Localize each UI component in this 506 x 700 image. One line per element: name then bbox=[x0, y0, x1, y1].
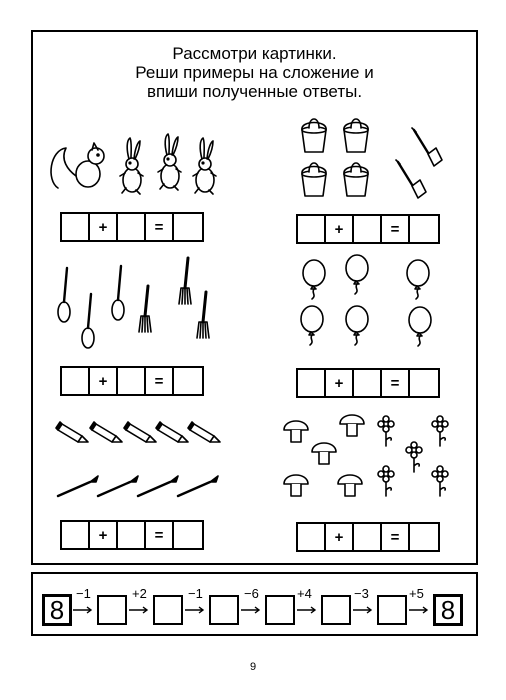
equals-sign: = bbox=[382, 370, 410, 396]
bucket-icon bbox=[302, 119, 326, 152]
equation-row-2 bbox=[296, 214, 440, 244]
answer-box[interactable] bbox=[410, 370, 438, 396]
answer-box[interactable] bbox=[354, 524, 382, 550]
flower-icon bbox=[378, 466, 394, 496]
rabbit-icon bbox=[193, 138, 216, 194]
chain-operation: +2 bbox=[132, 586, 147, 601]
equals-sign: = bbox=[146, 214, 174, 240]
balloon-icon bbox=[407, 260, 429, 299]
mushroom-icon bbox=[284, 475, 308, 496]
answer-box[interactable] bbox=[354, 216, 382, 242]
balloon-icon bbox=[301, 306, 323, 345]
answer-box[interactable] bbox=[118, 522, 146, 548]
equation-row-3 bbox=[60, 366, 204, 396]
balloon-icon bbox=[346, 306, 368, 345]
chain-answer-box[interactable] bbox=[97, 595, 127, 625]
pencil-icon bbox=[156, 422, 188, 442]
chain-operation: +4 bbox=[297, 586, 312, 601]
bucket-icon bbox=[344, 163, 368, 196]
answer-box[interactable] bbox=[62, 522, 90, 548]
brush-icon bbox=[138, 476, 178, 496]
equals-sign: = bbox=[146, 522, 174, 548]
chain-operation: −1 bbox=[188, 586, 203, 601]
plus-sign: + bbox=[90, 214, 118, 240]
balloon-icon bbox=[346, 255, 368, 294]
shovel-icon bbox=[396, 160, 426, 198]
balloon-icon bbox=[409, 307, 431, 346]
plus-sign: + bbox=[90, 522, 118, 548]
answer-box[interactable] bbox=[410, 216, 438, 242]
answer-box[interactable] bbox=[174, 522, 202, 548]
equals-sign: = bbox=[382, 524, 410, 550]
answer-box[interactable] bbox=[298, 524, 326, 550]
chain-operation: −6 bbox=[244, 586, 259, 601]
answer-box[interactable] bbox=[118, 368, 146, 394]
flower-icon bbox=[432, 416, 448, 446]
equation-row-5 bbox=[60, 520, 204, 550]
answer-box[interactable] bbox=[62, 368, 90, 394]
bucket-icon bbox=[302, 163, 326, 196]
chain-answer-box[interactable] bbox=[153, 595, 183, 625]
answer-box[interactable] bbox=[174, 368, 202, 394]
answer-box[interactable] bbox=[410, 524, 438, 550]
page-number: 9 bbox=[249, 661, 257, 673]
chain-answer-box[interactable] bbox=[209, 595, 239, 625]
title-line-3: впиши полученные ответы. bbox=[146, 82, 363, 101]
flower-icon bbox=[406, 442, 422, 472]
equals-sign: = bbox=[146, 368, 174, 394]
shovel-icon bbox=[412, 128, 442, 166]
squirrel-icon bbox=[51, 143, 104, 188]
equation-row-1 bbox=[60, 212, 204, 242]
chain-answer-box[interactable] bbox=[377, 595, 407, 625]
brush-icon bbox=[178, 476, 218, 496]
title-line-1: Рассмотри картинки. bbox=[172, 44, 337, 63]
chain-start-number: 8 bbox=[42, 594, 72, 626]
answer-box[interactable] bbox=[298, 216, 326, 242]
equation-row-4 bbox=[296, 368, 440, 398]
plus-sign: + bbox=[326, 524, 354, 550]
plus-sign: + bbox=[326, 370, 354, 396]
mushroom-icon bbox=[284, 421, 308, 442]
chain-end-number: 8 bbox=[433, 594, 463, 626]
pencil-icon bbox=[90, 422, 122, 442]
brush-icon bbox=[58, 476, 98, 496]
plus-sign: + bbox=[90, 368, 118, 394]
fork-icon bbox=[179, 258, 191, 304]
rabbit-icon bbox=[120, 138, 143, 194]
mushroom-icon bbox=[338, 475, 362, 496]
answer-box[interactable] bbox=[118, 214, 146, 240]
bucket-icon bbox=[344, 119, 368, 152]
flower-icon bbox=[432, 466, 448, 496]
equals-sign: = bbox=[382, 216, 410, 242]
answer-box[interactable] bbox=[62, 214, 90, 240]
fork-icon bbox=[139, 286, 151, 332]
flower-icon bbox=[378, 416, 394, 446]
chain-answer-box[interactable] bbox=[265, 595, 295, 625]
brush-icon bbox=[98, 476, 138, 496]
chain-operation: −3 bbox=[354, 586, 369, 601]
title-line-2: Реши примеры на сложение и bbox=[135, 63, 374, 82]
pencil-icon bbox=[56, 422, 88, 442]
chain-answer-box[interactable] bbox=[321, 595, 351, 625]
spoon-icon bbox=[58, 268, 70, 322]
answer-box[interactable] bbox=[174, 214, 202, 240]
spoon-icon bbox=[112, 266, 124, 320]
number-chain bbox=[31, 572, 478, 636]
mushroom-icon bbox=[312, 443, 336, 464]
spoon-icon bbox=[82, 294, 94, 348]
balloon-icon bbox=[303, 260, 325, 299]
rabbit-icon bbox=[158, 134, 181, 190]
fork-icon bbox=[197, 292, 209, 338]
chain-operation: −1 bbox=[76, 586, 91, 601]
equation-row-6 bbox=[296, 522, 440, 552]
pencil-icon bbox=[124, 422, 156, 442]
answer-box[interactable] bbox=[298, 370, 326, 396]
pencil-icon bbox=[188, 422, 220, 442]
answer-box[interactable] bbox=[354, 370, 382, 396]
plus-sign: + bbox=[326, 216, 354, 242]
mushroom-icon bbox=[340, 415, 364, 436]
chain-operation: +5 bbox=[409, 586, 424, 601]
